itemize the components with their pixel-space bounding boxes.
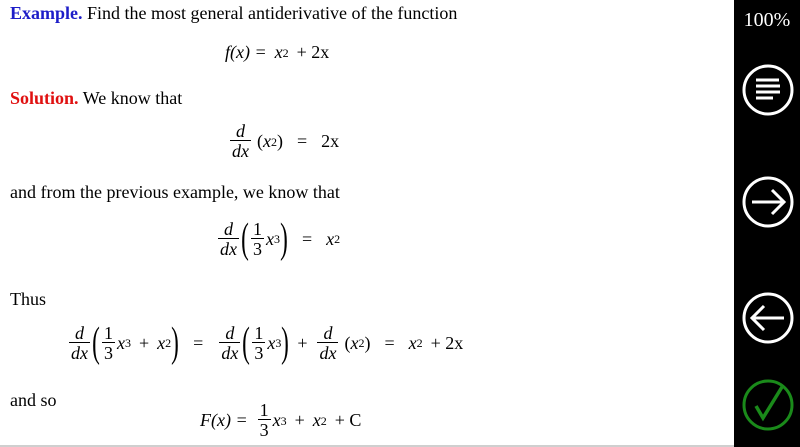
equation-antiderivative: F(x) = $\frac{1}{3}$ x 3 + x 2 + C	[200, 400, 362, 440]
next-button[interactable]	[741, 175, 795, 229]
equation-derivative-x3: $\frac{d}{dx}$ ( $\frac{1}{3}$ x 3 ) = x 2	[220, 216, 341, 262]
example-statement	[10, 2, 457, 24]
solution-label: Solution.	[10, 88, 79, 108]
example-label: Example.	[10, 3, 83, 23]
and-so-text: and so	[10, 390, 57, 410]
solution-statement	[10, 87, 182, 109]
menu-button[interactable]	[741, 63, 795, 117]
eq-var: x	[274, 42, 283, 62]
fraction-d-dx: $\frac{d}{dx}$	[232, 121, 249, 161]
equation-function: f(x) = x 2 + 2x	[225, 42, 330, 62]
example-text: Find the most general antiderivative of the function	[87, 3, 458, 23]
solution-text: We know that	[82, 88, 183, 108]
previous-button[interactable]	[741, 291, 795, 345]
equation-derivative-x2: $\frac{d}{dx}$ ( x 2 ) = 2x	[232, 121, 340, 161]
zoom-level[interactable]: 100%	[743, 9, 791, 31]
arrow-left-icon	[741, 291, 795, 345]
previous-example-text: and from the previous example, we know that	[10, 182, 340, 202]
arrow-right-icon	[741, 175, 795, 229]
check-button[interactable]	[741, 378, 795, 432]
thus-text: Thus	[10, 289, 46, 309]
eq-lhs: f(x) =	[225, 42, 267, 62]
equation-sum-rule: $\frac{d}{dx}$ ( $\frac{1}{3}$ x 3 + x 2 ) = $\frac{d}{dx}$ ( $\frac{1}{3}$ x 3 ) + $\frac{d}{dx}$ ( x 2 ) = x 2 + 2x	[71, 320, 464, 366]
checkmark-icon	[741, 378, 795, 432]
eq-rest: + 2x	[296, 42, 330, 62]
menu-lines-icon	[741, 63, 795, 117]
